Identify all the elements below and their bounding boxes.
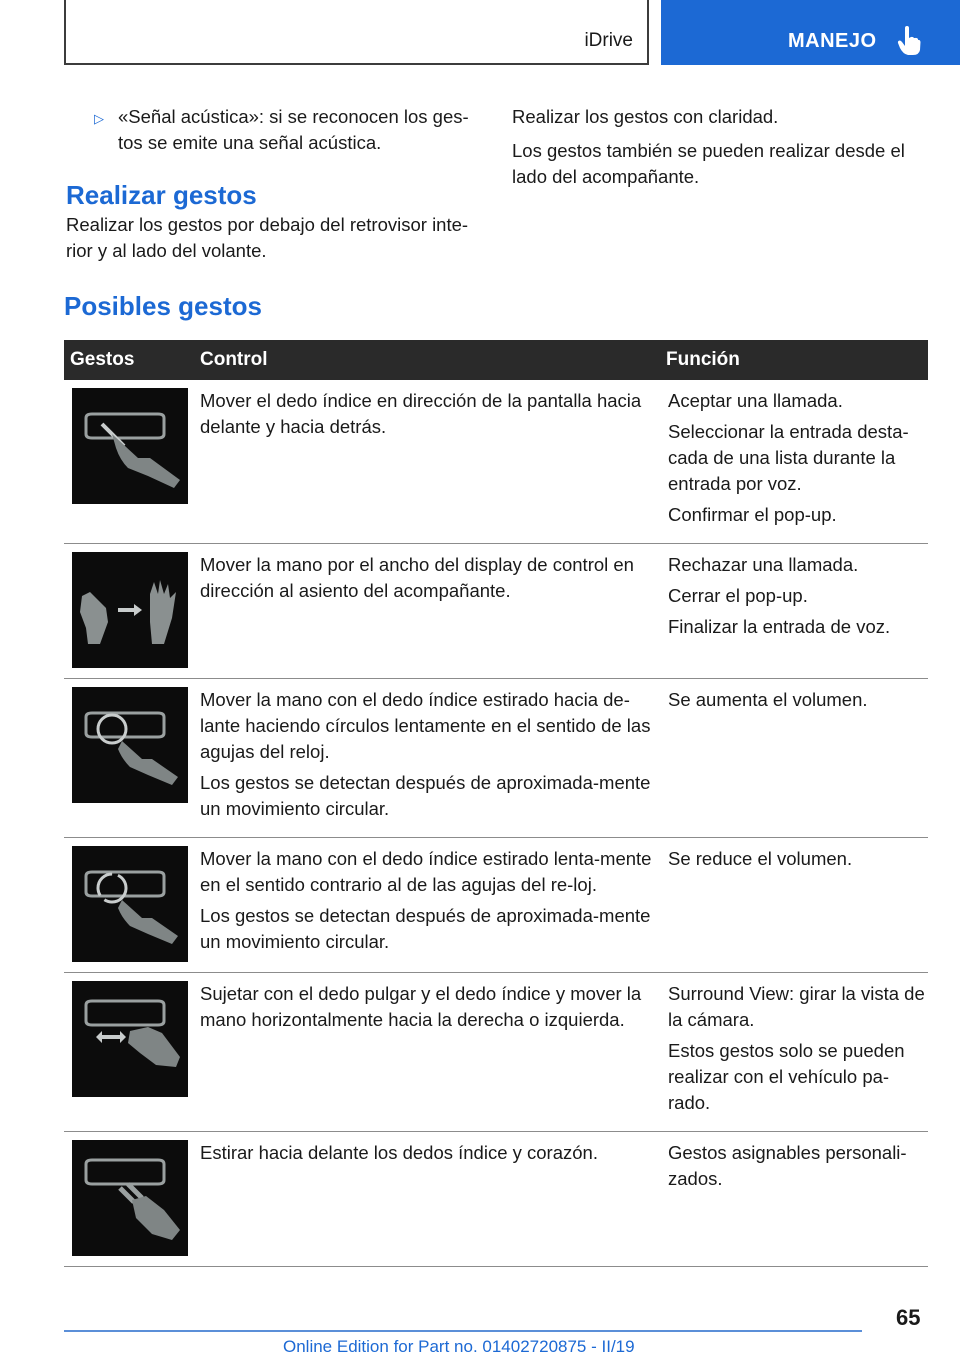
funcion-text: Gestos asignables personali‐zados. <box>668 1142 907 1189</box>
header-chapter-label: MANEJO <box>788 30 877 52</box>
triangle-bullet-icon: ▷ <box>94 111 104 126</box>
header-chapter-tab[interactable] <box>661 0 960 65</box>
funcion-text: Confirmar el pop-up. <box>668 504 837 525</box>
header-section-label: iDrive <box>584 30 633 51</box>
circle-counterclockwise-gesture-icon <box>72 846 188 962</box>
funcion-text: Finalizar la entrada de voz. <box>668 616 891 637</box>
index-finger-forward-back-gesture-icon <box>72 388 188 504</box>
control-text: Mover la mano con el dedo índice estirado hacia de‐lante haciendo círculos lentamente en el sentido de las agujas del reloj. <box>200 689 651 762</box>
table-row <box>64 380 928 544</box>
bullet-item <box>66 104 486 156</box>
table-row <box>64 1132 928 1267</box>
funcion-text: Cerrar el pop-up. <box>668 585 808 606</box>
control-text: Mover la mano por el ancho del display de control en dirección al asiento del acompañante. <box>200 554 634 601</box>
funcion-text: Surround View: girar la vista de la cámara. <box>668 983 925 1030</box>
funcion-text: Aceptar una llamada. <box>668 390 843 411</box>
table-row <box>64 838 928 973</box>
pinch-move-sideways-gesture-icon <box>72 981 188 1097</box>
control-text: Los gestos se detectan después de aproximada‐mente un movimiento circular. <box>200 772 651 819</box>
footer-edition: Online Edition for Part no. 01402720875 - II/19 <box>283 1337 635 1356</box>
header-section-box <box>64 0 649 65</box>
circle-clockwise-gesture-icon <box>72 687 188 803</box>
intro-right-paragraph-1: Realizar los gestos con claridad. <box>512 106 779 127</box>
pointing-hand-icon <box>897 26 921 56</box>
funcion-text: Se aumenta el volumen. <box>668 689 868 710</box>
two-fingers-forward-gesture-icon <box>72 1140 188 1256</box>
control-text: Estirar hacia delante los dedos índice y corazón. <box>200 1142 598 1163</box>
header-gestos: Gestos <box>70 349 135 370</box>
funcion-text: Seleccionar la entrada desta‐cada de una lista durante la entrada por voz. <box>668 421 909 494</box>
realizar-gestos-text: Realizar los gestos por debajo del retrovisor inte‐rior y al lado del volante. <box>66 214 469 261</box>
heading-posibles-gestos: Posibles gestos <box>64 291 262 321</box>
table-row <box>64 679 928 838</box>
footer-divider <box>64 1330 862 1332</box>
table-row <box>64 544 928 679</box>
table-row <box>64 973 928 1132</box>
table-header <box>64 340 928 380</box>
funcion-text: Estos gestos solo se pueden realizar con el vehículo pa‐rado. <box>668 1040 905 1113</box>
header-control: Control <box>200 349 268 370</box>
hand-swipe-gesture-icon <box>72 552 188 668</box>
funcion-text: Se reduce el volumen. <box>668 848 853 869</box>
control-text: Sujetar con el dedo pulgar y el dedo índice y mover la mano horizontalmente hacia la derecha o izquierda. <box>200 983 642 1030</box>
funcion-text: Rechazar una llamada. <box>668 554 859 575</box>
heading-realizar-gestos: Realizar gestos <box>66 180 257 210</box>
control-text: Mover el dedo índice en dirección de la pantalla hacia delante y hacia detrás. <box>200 390 642 437</box>
intro-left-column <box>66 104 486 264</box>
intro-right-paragraph-2: Los gestos también se pueden realizar desde el lado del acompañante. <box>512 140 905 187</box>
page-number: 65 <box>896 1305 921 1330</box>
header-funcion: Función <box>666 349 740 370</box>
bullet-text: «Señal acústica»: si se reconocen los ges‐tos se emite una señal acústica. <box>118 106 469 153</box>
control-text: Los gestos se detectan después de aproximada‐mente un movimiento circular. <box>200 905 651 952</box>
gestures-table <box>64 340 928 1267</box>
intro-right-column <box>512 104 932 198</box>
control-text: Mover la mano con el dedo índice estirado lenta‐mente en el sentido contrario al de las agujas del re‐loj. <box>200 848 652 895</box>
